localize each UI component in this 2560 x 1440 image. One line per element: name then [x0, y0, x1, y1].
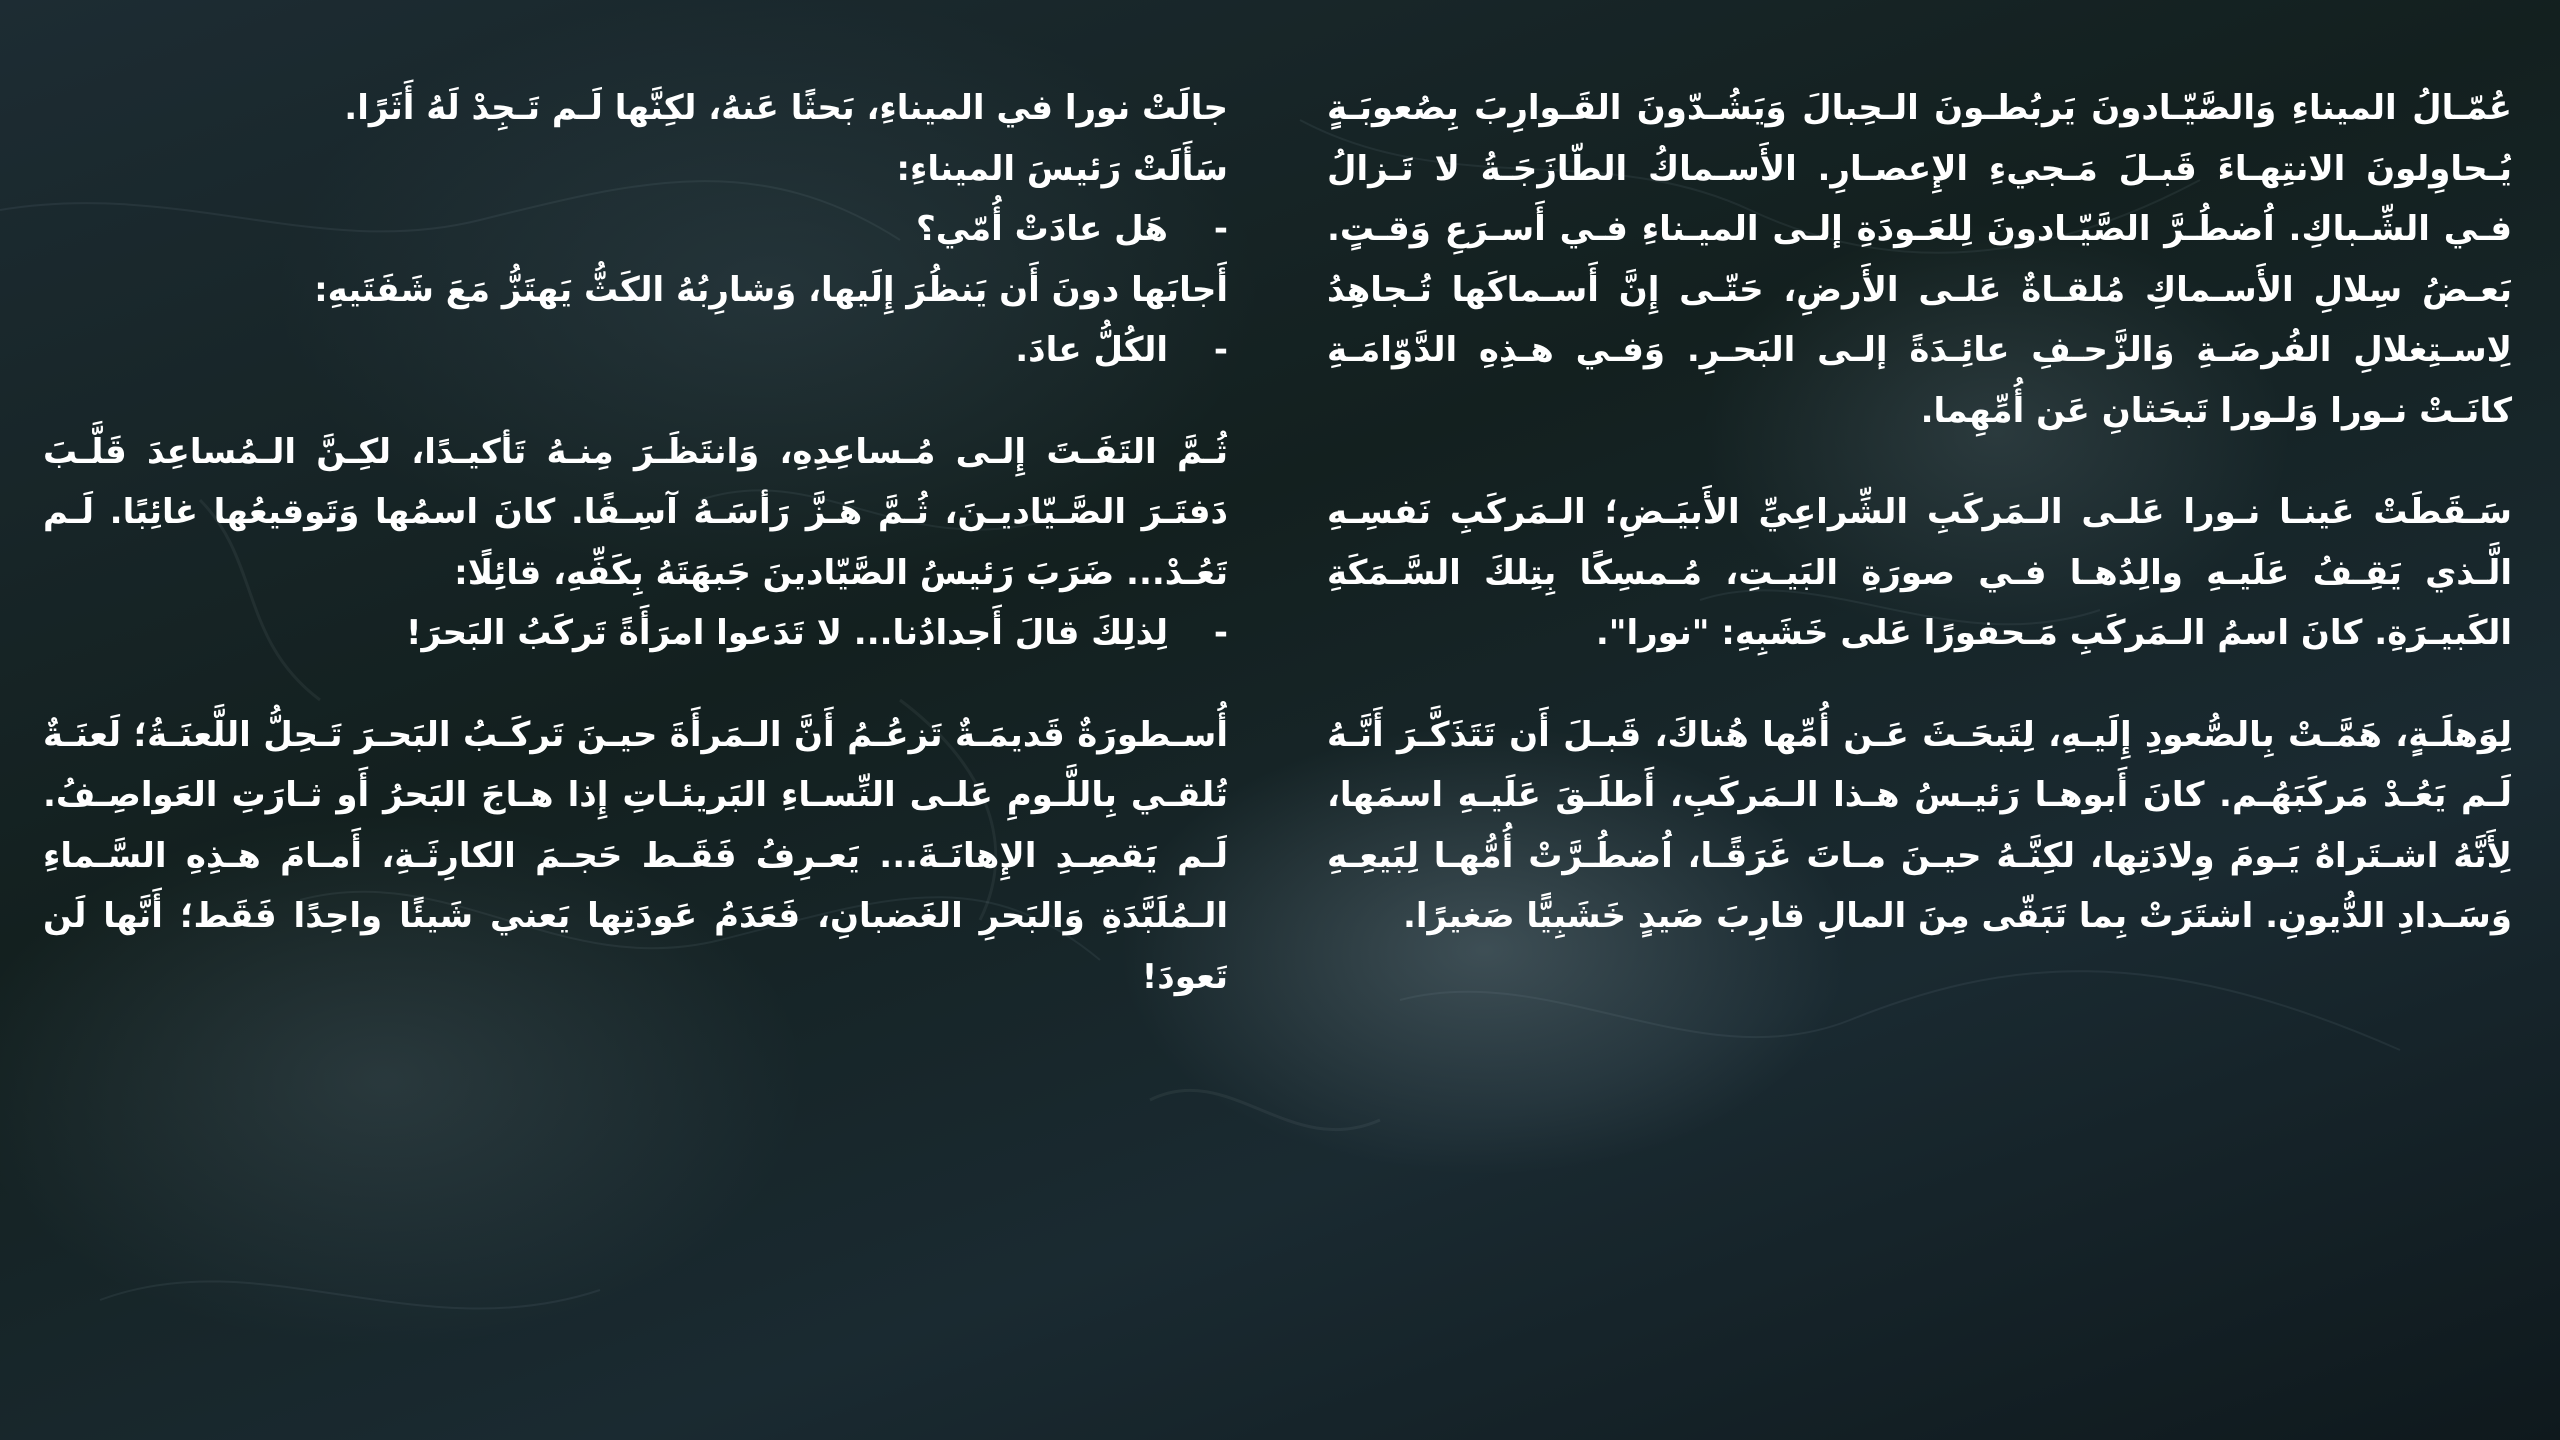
- paragraph-assistant-check: ثُـمَّ التَفَـتَ إِلـى مُـساعِدِهِ، وَانتَظَـرَ مِنـهُ تَأكيـدًا، لكِـنَّ الـمُساعِدَ قَلَّـبَ دَفتَـرَ الصَّـيّاديـنَ، ثُـمَّ هَـزَّ رَأسَـهُ آسِـفًا. كانَ اسمُها وَتَوقيعُها غائِبًا. لَـم تَعُـدْ... ضَرَبَ رَئيسُ الصَّيّادينَ جَبهَتَهُ بِكَفِّهِ، قائِلًا:: [43, 431, 1228, 593]
- left-text-column: [43, 78, 1228, 1007]
- dialogue-dash: -: [1213, 330, 1228, 370]
- paragraph-white-sailboat: سَـقَطَتْ عَينـا نـورا عَلـى الـمَركَبِ الشِّراعِيِّ الأَبيَـضِ؛ الـمَركَبِ نَفسِـهِ الَّـذي يَقِـفُ عَلَيـهِ والِدُهـا فـي صورَةِ البَيـتِ، مُـمسِكًا بِتِلكَ السَّـمَكَةِ الكَبيـرَةِ. كانَ اسمُ الـمَركَبِ مَـحفورًا عَلى خَشَبِهِ: "نورا".: [1327, 492, 2512, 653]
- dialogue-line-question: [43, 199, 1228, 260]
- paragraph-harbor-workers: عُمّـالُ الميناءِ وَالصَّيّـادونَ يَربُطـونَ الـحِبالَ وَيَشُـدّونَ القَـوارِبَ بِصُعوبَـةٍ يُـحاوِلونَ الانتِهـاءَ قَبـلَ مَـجيءِ الإِعصـارِ. الأَسـماكُ الطّازَجَـةُ لا تَـزالُ فـي الشِّـباكِ. اُضطُـرَّ الصَّيّـادونَ لِلعَـودَةِ إلـى الميـناءِ فـي أَسـرَعِ وَقـتٍ. بَعـضُ سِلالِ الأَسـماكِ مُلقـاةٌ عَلـى الأَرضِ، حَتّـى إِنَّ أَسـماكَها تُـجاهِدُ لِاسـتِغلالِ الفُرصَـةِ وَالزَّحـفِ عائِـدَةً إلـى البَحـرِ. وَفـي هـذِهِ الدَّوّامَـةِ كانَـتْ نـورا وَلـورا تَبحَثانِ عَن أُمِّهِما.: [1327, 88, 2512, 431]
- dialogue-text: الكُلُّ عادَ.: [1015, 330, 1168, 370]
- paragraph-legend: أُسـطورَةٌ قَديمَـةٌ تَزعُـمُ أَنَّ الـمَرأَةَ حيـنَ تَركَـبُ البَحـرَ تَـحِلُّ اللَّعنَـةُ؛ لَعنَـةٌ تُلقـي بِاللَّـومِ عَلـى النِّسـاءِ البَريئـاتِ إِذا هـاجَ البَحرُ أَو ثـارَتِ العَواصِـفُ. لَـم يَقصِـدِ الإِهانَـةَ... يَعـرِفُ فَقَـط حَجـمَ الكارِثَـةِ، أَمـامَ هـذِهِ السَّـماءِ الـمُلَبَّدَةِ وَالبَحرِ الغَضبانِ، فَعَدَمُ عَودَتِها يَعني شَيئًا واحِدًا فَقَط؛ أَنَّها لَن تَعودَ!: [43, 714, 1228, 997]
- dialogue-line-reply: [43, 320, 1228, 381]
- dialogue-dash: -: [1213, 209, 1228, 249]
- narration-line-answer: أَجابَها دونَ أَن يَنظُرَ إِلَيها، وَشارِبُهُ الكَثُّ يَهتَزُّ مَعَ شَفَتَيهِ:: [314, 269, 1228, 310]
- paragraph-boat-memory: لِوَهلَـةٍ، هَمَّـتْ بِالصُّعودِ إِلَيـهِ، لِتَبحَـثَ عَـن أُمِّها هُناكَ، قَبـلَ أَن تَتَذَكَّـرَ أَنَّـهُ لَـم يَعُـدْ مَركَبَهُـم. كانَ أَبوهـا رَئيـسُ هـذا الـمَركَبِ، أَطلَـقَ عَلَيـهِ اسمَها، لِأَنَّهُ اشـتَراهُ يَـومَ وِلادَتِها، لكِنَّـهُ حيـنَ مـاتَ غَرَقًـا، اُضطُـرَّتْ أُمُّهـا لِبَيعِـهِ وَسَـدادِ الدُّيونِ. اشتَرَتْ بِما تَبَقّى مِنَ المالِ قارِبَ صَيدٍ خَشَبِيًّا صَغيرًا.: [1327, 714, 2512, 936]
- dialogue-dash: -: [1213, 613, 1228, 653]
- dialogue-text: هَل عادَتْ أُمّي؟: [915, 209, 1168, 249]
- right-text-column: [1327, 78, 2512, 988]
- narration-line-search: جالَتْ نورا في الميناءِ، بَحثًا عَنهُ، لكِنَّها لَـم تَـجِدْ لَهُ أَثَرًا.: [344, 88, 1228, 128]
- dialogue-line-ancestors: [43, 603, 1228, 664]
- dialogue-text: لِذلِكَ قالَ أَجدادُنا... لا تَدَعوا امرَأَةً تَركَبُ البَحرَ!: [405, 613, 1168, 653]
- narration-line-ask: سَأَلَتْ رَئيسَ الميناءِ:: [896, 148, 1228, 189]
